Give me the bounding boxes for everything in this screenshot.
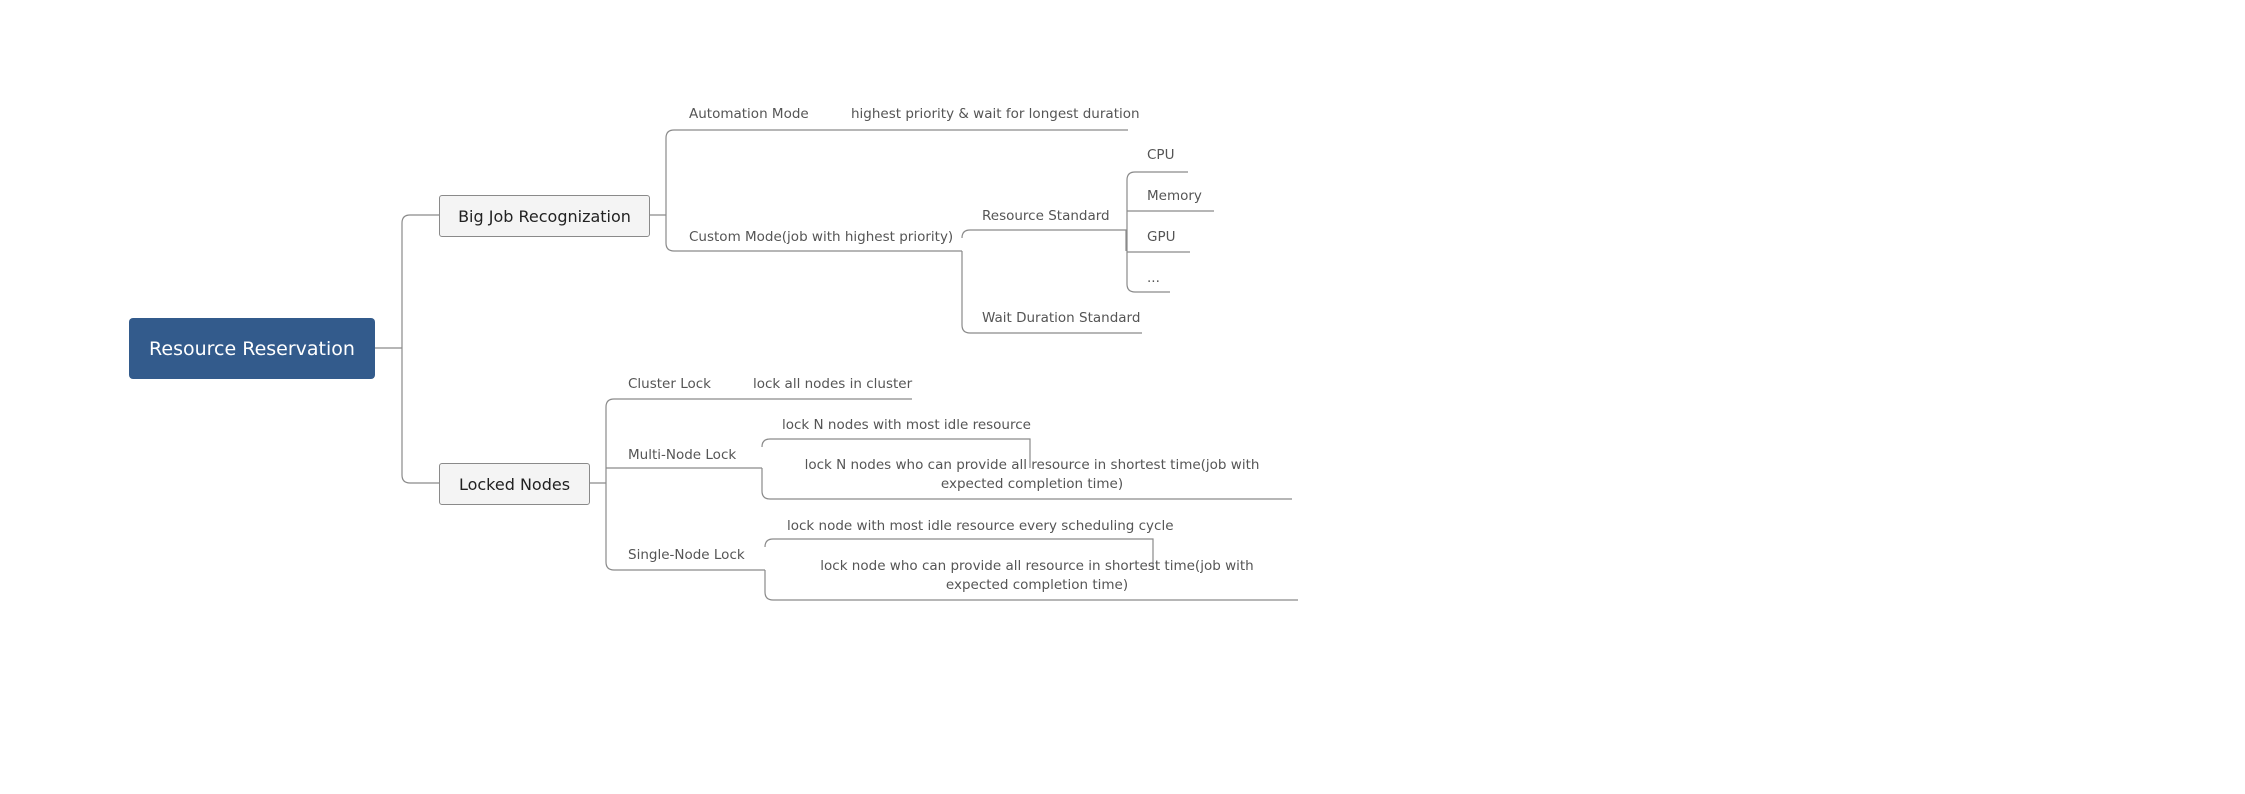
topic-label: Locked Nodes <box>458 474 571 494</box>
subtopic-multi-node-lock[interactable]: Multi-Node Lock <box>628 447 737 463</box>
topic-big-job-recognization[interactable] <box>439 195 650 237</box>
detail-cluster-lock[interactable]: lock all nodes in cluster <box>753 376 913 392</box>
subtopic-custom-mode[interactable]: Custom Mode(job with highest priority) <box>689 229 954 245</box>
subtopic-single-node-lock[interactable]: Single-Node Lock <box>628 547 745 563</box>
detail-single-node-lock-shortest[interactable]: lock node who can provide all resource in shortest time(job with expected completion time) <box>820 558 1254 593</box>
subtopic-resource-standard[interactable]: Resource Standard <box>982 208 1110 224</box>
detail-single-node-lock-idle[interactable]: lock node with most idle resource every scheduling cycle <box>787 518 1174 534</box>
subtopic-wait-duration-standard[interactable]: Wait Duration Standard <box>982 310 1141 326</box>
subtopic-automation-mode[interactable]: Automation Mode <box>689 106 809 122</box>
detail-multi-node-lock-shortest[interactable]: lock N nodes who can provide all resource in shortest time(job with expected completion time) <box>804 457 1260 492</box>
resource-item-memory[interactable]: Memory <box>1147 188 1202 204</box>
topic-locked-nodes[interactable] <box>439 463 590 505</box>
topic-label: Big Job Recognization <box>458 206 631 226</box>
detail-multi-node-lock-idle[interactable]: lock N nodes with most idle resource <box>782 417 1031 433</box>
resource-item-gpu[interactable]: GPU <box>1147 229 1176 245</box>
resource-item-cpu[interactable]: CPU <box>1147 147 1175 163</box>
root-topic-label: Resource Reservation <box>149 337 355 360</box>
subtopic-cluster-lock[interactable]: Cluster Lock <box>628 376 711 392</box>
root-topic-resource-reservation[interactable] <box>129 318 375 379</box>
resource-item-more[interactable]: ... <box>1147 270 1160 286</box>
detail-automation-mode[interactable]: highest priority & wait for longest duration <box>851 106 1140 122</box>
